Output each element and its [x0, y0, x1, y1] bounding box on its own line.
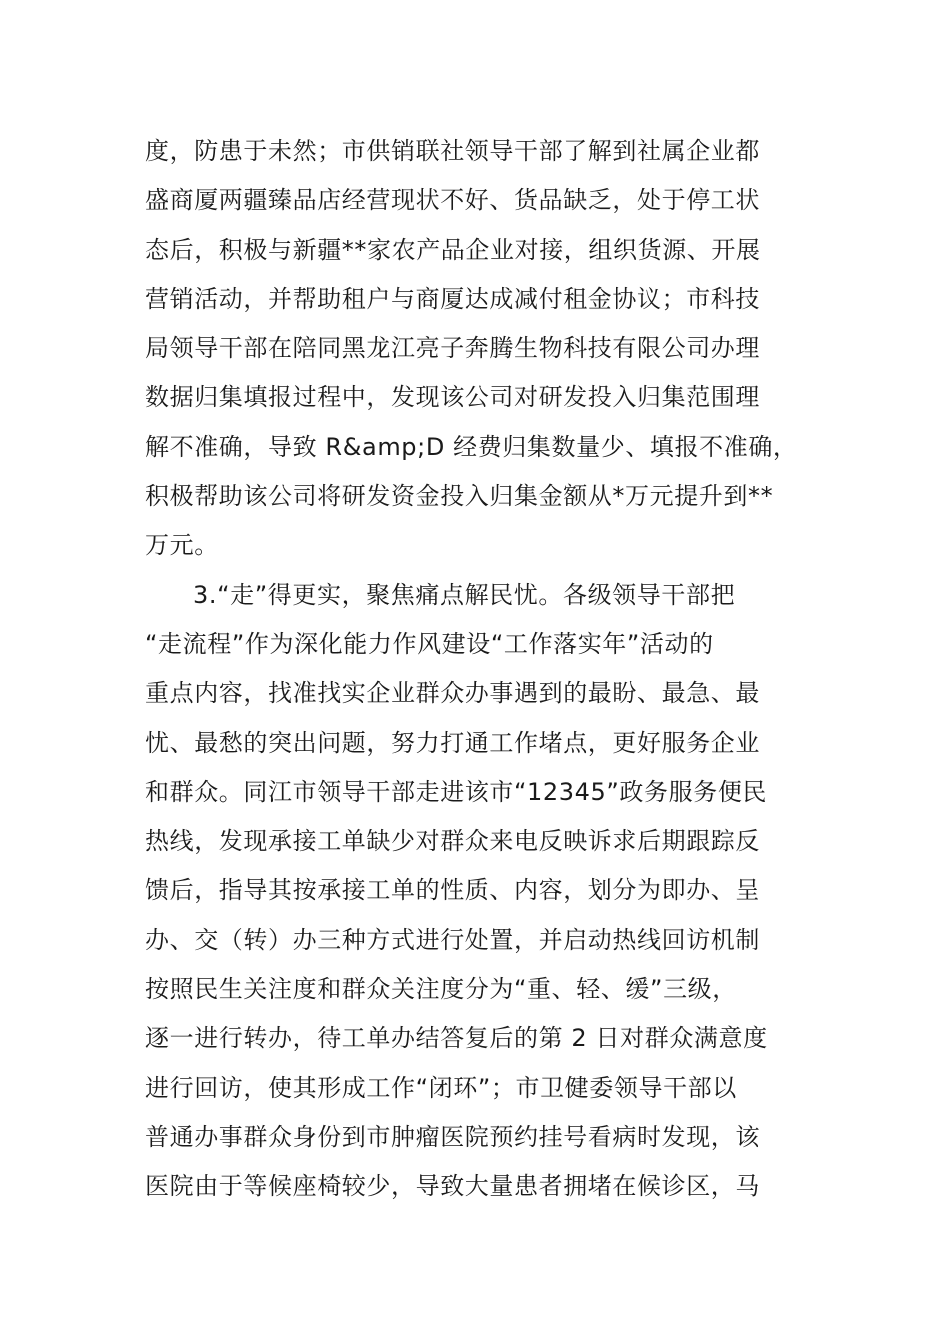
text-line: 逐一进行转办，待工单办结答复后的第 2 日对群众满意度	[145, 1024, 768, 1053]
text-line: 医院由于等候座椅较少，导致大量患者拥堵在候诊区，马	[145, 1172, 760, 1201]
body-text	[145, 127, 835, 1212]
text-line: 盛商厦两疆臻品店经营现状不好、货品缺乏，处于停工状	[145, 186, 760, 215]
text-line: 积极帮助该公司将研发资金投入归集金额从*万元提升到**	[145, 482, 774, 511]
text-line: 进行回访，使其形成工作“闭环”；市卫健委领导干部以	[145, 1073, 737, 1102]
text-line: 忧、最愁的突出问题，努力打通工作堵点，更好服务企业	[145, 728, 760, 757]
text-line: 热线，发现承接工单缺少对群众来电反映诉求后期跟踪反	[145, 827, 760, 856]
text-line: 营销活动，并帮助租户与商厦达成减付租金协议；市科技	[145, 284, 760, 313]
text-line: 数据归集填报过程中，发现该公司对研发投入归集范围理	[145, 383, 760, 412]
text-line: 馈后，指导其按承接工单的性质、内容，划分为即办、呈	[145, 876, 760, 905]
text-line: 解不准确，导致 R&amp;D 经费归集数量少、填报不准确，	[145, 432, 798, 461]
text-line: 办、交（转）办三种方式进行处置，并启动热线回访机制	[145, 925, 760, 954]
text-line: 普通办事群众身份到市肿瘤医院预约挂号看病时发现，该	[145, 1122, 760, 1151]
text-line: 和群众。同江市领导干部走进该市“12345”政务服务便民	[145, 777, 768, 806]
text-line: 万元。	[145, 531, 219, 560]
text-line: 态后，积极与新疆**家农产品企业对接，组织货源、开展	[145, 235, 761, 264]
text-line: 按照民生关注度和群众关注度分为“重、轻、缓”三级，	[145, 975, 737, 1004]
section-heading-line: 3.“走”得更实，聚焦痛点解民忧。各级领导干部把	[193, 580, 736, 609]
text-line: 重点内容，找准找实企业群众办事遇到的最盼、最急、最	[145, 679, 760, 708]
text-line: “走流程”作为深化能力作风建设“工作落实年”活动的	[145, 629, 714, 658]
text-line: 度，防患于未然；市供销联社领导干部了解到社属企业都	[145, 137, 760, 165]
text-line: 局领导干部在陪同黑龙江亮子奔腾生物科技有限公司办理	[145, 334, 760, 363]
